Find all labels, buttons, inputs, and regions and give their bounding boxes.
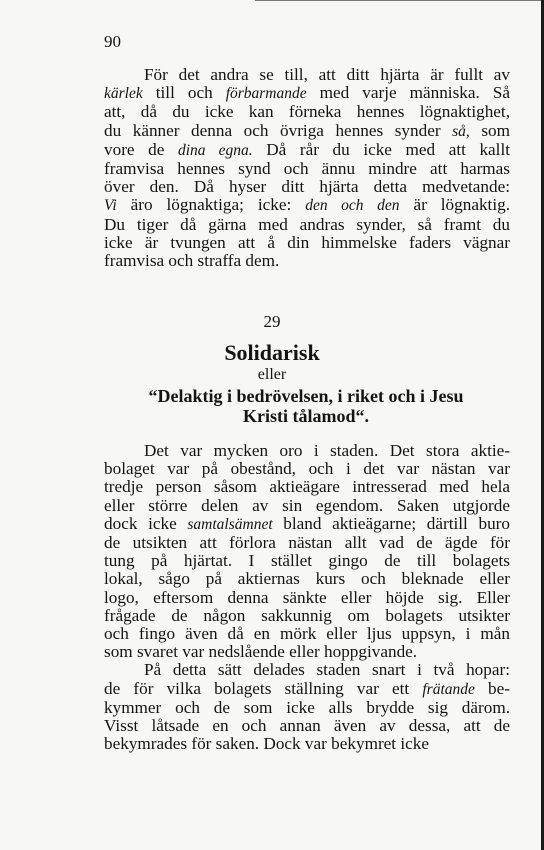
text-line (104, 216, 510, 234)
text-run: För det andra se till, att ditt hjärta är fullt av (144, 65, 510, 84)
text-line (104, 442, 510, 460)
text-run: tredje person såsom aktieägare intresserad med hela (104, 477, 510, 497)
italic-emphasis: frätande (422, 680, 475, 698)
text-line (104, 141, 510, 160)
text-line (104, 625, 510, 643)
text-line (104, 160, 510, 178)
paragraph-1 (104, 66, 510, 270)
chapter-subtitle-line-2: Kristi tålamod“. (243, 406, 369, 426)
italic-emphasis: så, (452, 122, 470, 140)
italic-emphasis: den och den (305, 197, 400, 215)
text-line (104, 570, 510, 588)
text-line (104, 84, 510, 103)
text-run: att, då du icke kan förneka hennes lögnaktighet, (104, 102, 510, 122)
top-edge-rule (255, 0, 544, 1)
text-line (104, 552, 510, 570)
text-run: eller större delen av sin egendom. Saken utgjorde (104, 495, 510, 515)
text-run: bolaget var på obestånd, och i det var nästan var (104, 459, 510, 479)
text-line (104, 252, 510, 270)
text-run: är lögnaktig. (399, 195, 510, 215)
text-run: framvisa hennes synd och ännu mindre att harmas (104, 159, 510, 179)
text-run: Det var mycken oro i staden. Det stora aktie- (144, 441, 510, 460)
text-run: lokal, sågo på aktiernas kurs och bleknade eller (104, 569, 510, 589)
chapter-subtitle-line-1: “Delaktig i bedrövelsen, i riket och i Jesu (148, 386, 464, 406)
chapter-subtitle (100, 386, 512, 426)
text-run: äro lögnaktiga; icke: (116, 195, 306, 215)
text-run: framvisa och straffa dem. (104, 251, 280, 271)
italic-emphasis: samtalsämnet (187, 515, 273, 533)
italic-emphasis: förbarmande (225, 85, 307, 103)
text-run: bland aktieägarne; därtill buro (272, 513, 510, 533)
text-line (104, 478, 510, 496)
text-line (104, 103, 510, 121)
text-run: som (469, 120, 510, 140)
text-run: tung på hjärtat. I stället gingo de till bolagets (104, 551, 510, 571)
text-line (104, 196, 510, 215)
text-line (104, 680, 510, 699)
text-line (104, 460, 510, 478)
text-run: Då rår du icke med att kallt (252, 139, 511, 159)
text-run: kymmer och de som icke alls brydde sig därom. (104, 697, 510, 717)
chapter-title: Solidarisk (224, 340, 320, 365)
text-run: med varje människa. Så (306, 83, 510, 103)
italic-emphasis: Vi (104, 197, 117, 215)
text-line (104, 234, 510, 252)
text-line (104, 607, 510, 625)
text-run: frågade de någon sakkunnig om bolagets utsikter (104, 605, 510, 625)
page-number: 90 (104, 32, 121, 51)
text-line (104, 699, 510, 717)
italic-emphasis: dina egna. (177, 141, 253, 159)
text-run: be- (474, 678, 510, 698)
text-line (104, 515, 510, 534)
text-run: Visst låtsade en och annan även av dessa, att de (104, 716, 510, 736)
text-line (104, 643, 510, 661)
text-run: över den. Då hyser ditt hjärta detta medvetande: (104, 177, 510, 197)
text-run: som svaret var nedslående eller hoppgivande. (104, 642, 418, 662)
text-run: icke är tvungen att å din himmelske faders vägnar (104, 232, 510, 252)
text-run: logo, eftersom denna sänkte eller höjde sig. Eller (104, 587, 510, 607)
text-line (104, 178, 510, 196)
text-run: Du tiger då gärna med andras synder, så framt du (104, 214, 510, 234)
text-run: de för vilka bolagets ställning var ett (104, 678, 423, 698)
text-line (104, 122, 510, 141)
paragraph-2 (104, 442, 510, 753)
text-run: de utsikten att förlora nästan allt vad de ägde för (104, 533, 510, 553)
text-line (104, 66, 510, 84)
text-run: du känner denna och övriga hennes synder (104, 120, 453, 140)
text-line (104, 735, 510, 753)
text-line (104, 589, 510, 607)
text-line (104, 497, 510, 515)
text-line (104, 717, 510, 735)
text-line (104, 534, 510, 552)
text-run: bekymrades för saken. Dock var bekymret icke (104, 734, 430, 754)
text-run: till och (142, 83, 226, 103)
text-run: På detta sätt delades staden snart i två hopar: (144, 660, 510, 680)
text-line (104, 661, 510, 679)
chapter-number: 29 (263, 312, 281, 331)
text-run: och fingo även då en mörk eller ljus uppsyn, i mån (104, 624, 510, 644)
text-run: vore de (104, 139, 178, 159)
text-run: dock icke (104, 513, 188, 533)
italic-emphasis: kärlek (104, 85, 143, 103)
chapter-title-connector: eller (257, 366, 287, 383)
